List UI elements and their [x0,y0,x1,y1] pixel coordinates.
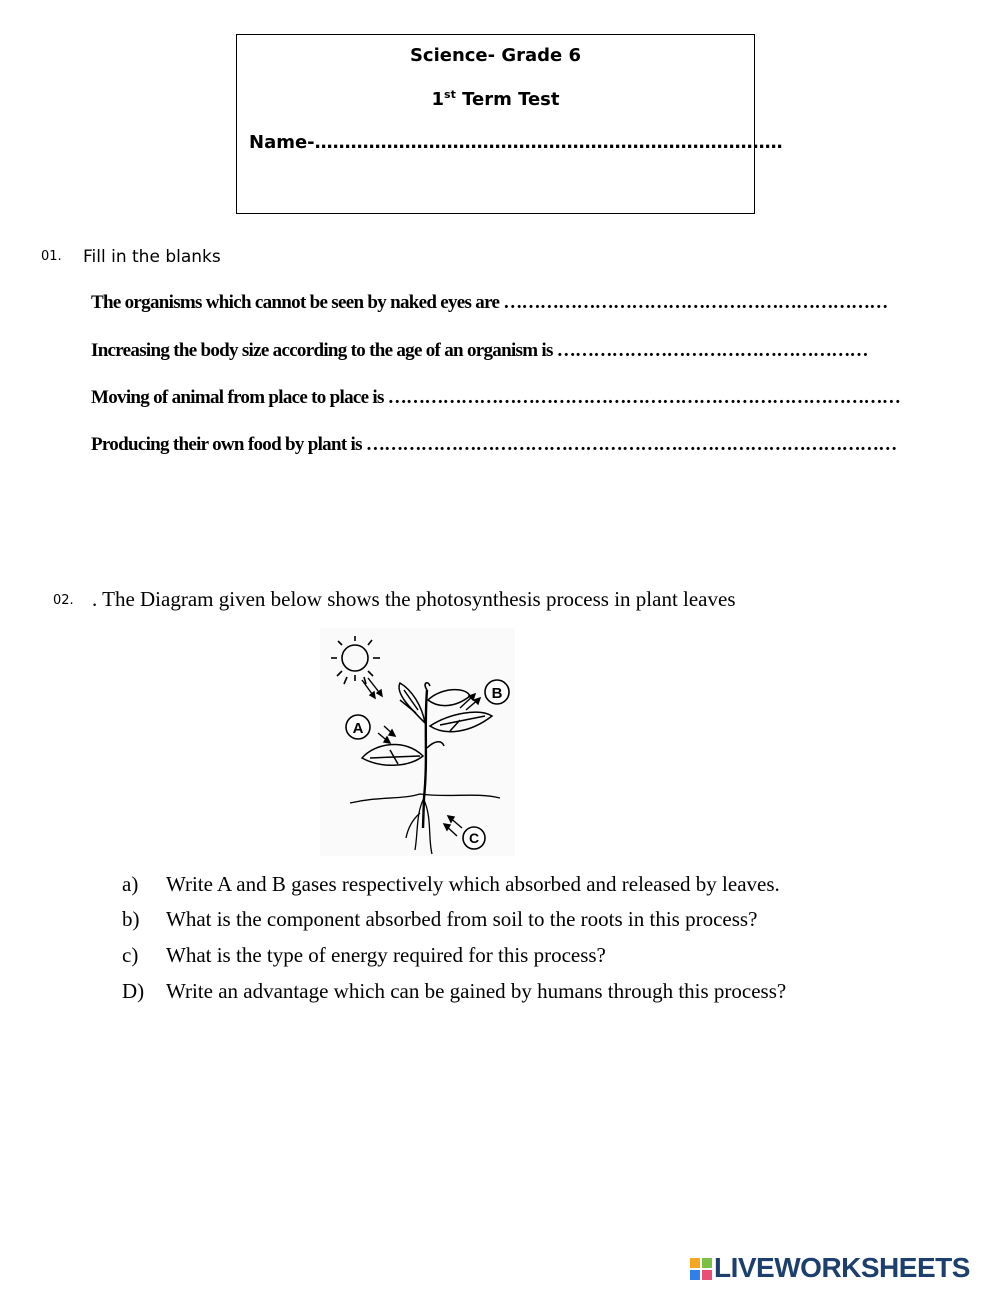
sub-question-b-text: What is the component absorbed from soil to the roots in this process? [166,907,758,931]
label-c-text: C [468,830,480,846]
name-field[interactable]: Name-…………………………………………………………………… [249,132,783,153]
sub-question-b-letter: b) [122,907,140,931]
sub-question-d-text: Write an advantage which can be gained by humans through this process? [166,979,787,1003]
blank-item-2[interactable]: Increasing the body size according to the age of an organism is …………………………………………… [91,340,868,361]
sub-question-c [122,943,606,968]
term-title [237,88,754,110]
header-box [236,34,783,214]
label-b [485,680,509,704]
sub-question-d [122,979,786,1004]
sub-question-a-text: Write A and B gases respectively which absorbed and released by leaves. [166,872,780,896]
question-2-title: . The Diagram given below shows the photosynthesis process in plant leaves [92,587,736,611]
label-b-text: B [491,685,503,702]
label-a-text: A [352,720,364,737]
question-1-number: 01. [41,249,62,264]
sub-question-c-letter: c) [122,943,139,967]
test-title: Science- Grade 6 [409,45,582,66]
liveworksheets-logo [690,1252,990,1286]
sub-question-b [122,907,757,932]
blank-item-1[interactable]: The organisms which cannot be seen by naked eyes are ……………………………………………………… [91,292,888,313]
photosynthesis-diagram [320,628,515,856]
liveworksheets-text: LIVEWORKSHEETS [714,1252,970,1283]
sub-question-d-letter: D) [122,979,145,1003]
label-a [346,715,370,739]
term-number: 1 [431,89,445,110]
sub-question-a-letter: a) [122,872,139,896]
question-2-number: 02. [53,593,74,608]
term-label: Term Test [455,89,560,110]
term-superscript: st [444,88,456,101]
sub-question-a [122,872,780,897]
question-1-title: Fill in the blanks [83,247,221,267]
blank-item-4[interactable]: Producing their own food by plant is …………………………………………………………………………… [91,434,897,455]
label-c [463,827,485,849]
liveworksheets-icon [690,1258,712,1280]
blank-item-3[interactable]: Moving of animal from place to place is ………………………………………………………………………… [91,387,901,408]
sub-question-c-text: What is the type of energy required for this process? [166,943,606,967]
